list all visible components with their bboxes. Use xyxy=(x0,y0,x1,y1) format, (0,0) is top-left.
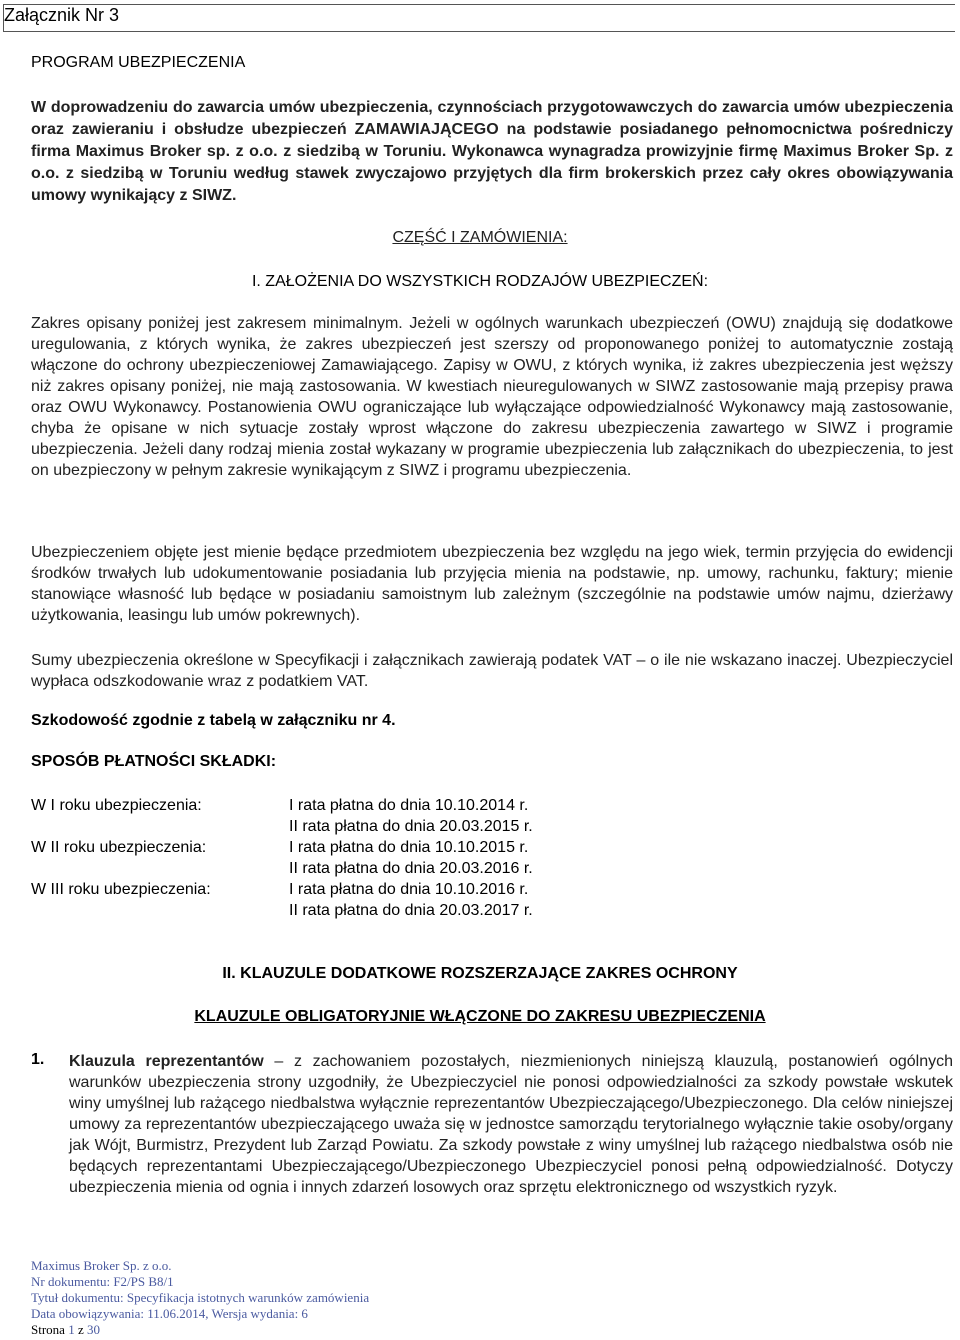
program-title: PROGRAM UBEZPIECZENIA xyxy=(31,54,246,71)
footer-page-number xyxy=(31,1322,369,1338)
footer-doc-title: Tytuł dokumentu: Specyfikacja istotnych warunków zamówienia xyxy=(31,1290,370,1305)
document-footer xyxy=(31,1258,369,1338)
clause-1-number: 1. xyxy=(31,1051,45,1068)
property-paragraph: Ubezpieczeniem objęte jest mienie będące przedmiotem ubezpieczenia bez względu na jego wiek, termin przyjęcia do ewidencji środków trwałych lub udokumentowanie posiadania lub przyjęcia mienia na podstawie, np. umowy, rachunku, faktury; mienie stanowiące własność lub będące w posiadaniu samoistnym lub zależnym (szczególnie na podstawie umów najmu, dzierżawy użytkowania, leasingu lub umów pokrewnych). xyxy=(31,544,953,624)
footer-validity: Data obowiązywania: 11.06.2014, Wersja wydania: 6 xyxy=(31,1306,308,1321)
footer-page-total: 30 xyxy=(86,1322,100,1337)
payment-year-3-label: W III roku ubezpieczenia: xyxy=(31,881,211,898)
payment-year-3-rate-1: I rata płatna do dnia 10.10.2016 r. xyxy=(289,881,529,898)
obligatory-clauses-heading: KLAUZULE OBLIGATORYJNIE WŁĄCZONE DO ZAKRESU UBEZPIECZENIA xyxy=(194,1008,766,1025)
clause-1-body xyxy=(69,1051,953,1198)
footer-page-sep: z xyxy=(74,1322,87,1337)
payment-year-2-rate-2: II rata płatna do dnia 20.03.2016 r. xyxy=(289,860,533,877)
footer-doc-number: Nr dokumentu: F2/PS B8/1 xyxy=(31,1274,174,1289)
annex-title: Załącznik Nr 3 xyxy=(4,5,120,25)
intro-paragraph: W doprowadzeniu do zawarcia umów ubezpieczenia, czynnościach przygotowawczych do zawarcia umów ubezpieczenia oraz zawieraniu i obsłudze ubezpieczeń ZAMAWIAJĄCEGO na podstawie posiadanego pełnomocnictwa pośredniczy firma Maximus Broker sp. z o.o. z siedzibą w Toruniu. Wykonawca wynagradza prowizyjnie firmę Maximus Broker Sp. z o.o. z siedzibą w Toruniu według stawek zwyczajowo przyjętych dla firm brokerskich przez cały okres obowiązywania umowy wynikający z SIWZ. xyxy=(31,99,953,204)
vat-paragraph: Sumy ubezpieczenia określone w Specyfikacji i załącznikach zawierają podatek VAT – o ile nie wskazano inaczej. Ubezpieczyciel wypłaca odszkodowanie wraz z podatkiem VAT. xyxy=(31,652,953,690)
payment-year-1-label: W I roku ubezpieczenia: xyxy=(31,797,202,814)
payment-year-2-rate-1: I rata płatna do dnia 10.10.2015 r. xyxy=(289,839,529,856)
annex-header-box xyxy=(3,4,955,32)
clause-1-text: – z zachowaniem pozostałych, niezmienionych niniejszą klauzulą, postanowień ogólnych warunków ubezpieczenia strony uzgodniły, że Ubezpieczyciel nie ponosi odpowiedzialności za szkody powstałe wskutek winy umyślnej lub rażącego niedbalstwa wyłącznie reprezentantów Ubezpieczającego/Ubezpieczonego. Dla celów niniejszej umowy za reprezentantów ubezpieczającego uważa się w jednostce samorządu terytorialnego wyłącznie takie osoby/organy jak Wójt, Burmistrz, Prezydent lub Zarząd Powiatu. Za szkody powstałe z winy umyślnej lub rażącego niedbalstwa osób nie będących reprezentantami Ubezpieczającego/Ubezpieczonego Ubezpieczyciel ponosi pełną odpowiedzialność. Dotyczy ubezpieczenia mienia od ognia i innych zdarzeń losowych oraz sprzętu elektronicznego od wszystkich ryzyk. xyxy=(69,1053,953,1196)
payment-year-1-rate-2: II rata płatna do dnia 20.03.2015 r. xyxy=(289,818,533,835)
footer-page-current: 1 xyxy=(68,1322,75,1337)
clause-1-title: Klauzula reprezentantów xyxy=(69,1053,264,1070)
assumptions-heading: I. ZAŁOŻENIA DO WSZYSTKICH RODZAJÓW UBEZPIECZEŃ: xyxy=(251,273,709,290)
payment-heading: SPOSÓB PŁATNOŚCI SKŁADKI: xyxy=(31,753,277,770)
payment-year-3-rate-2: II rata płatna do dnia 20.03.2017 r. xyxy=(289,902,533,919)
footer-page-prefix: Strona xyxy=(31,1322,69,1337)
scope-paragraph: Zakres opisany poniżej jest zakresem minimalnym. Jeżeli w ogólnych warunkach ubezpieczeń (OWU) znajdują się dodatkowe uregulowania, z których wynika, że zakres ubezpieczeń jest szerszy od proponowanego poniżej to automatycznie zostają włączone do ochrony ubezpieczeniowej Zamawiającego. Zapisy w OWU, z których wynika, iż zakres ubezpieczenia jest węższy niż zakres opisany poniżej, nie mają zastosowania. W kwestiach nieuregulowanych w SIWZ zastosowanie mają przepisy prawa oraz OWU Wykonawcy. Postanowienia OWU ograniczające lub wyłączające odpowiedzialność Wykonawcy mają zastosowanie, chyba że opisane w nich sytuacje zostały wprost włączone do zakresu ubezpieczenia zawartego w SIWZ i programie ubezpieczenia. Jeżeli dany rodzaj mienia został wykazany w programie ubezpieczenia lub załącznikach do ubezpieczenia, to jest on ubezpieczony w pełnym zakresie wynikającym z SIWZ i programu ubezpieczenia. xyxy=(31,315,953,479)
footer-company: Maximus Broker Sp. z o.o. xyxy=(31,1258,172,1273)
part1-heading: CZĘŚĆ I ZAMÓWIENIA: xyxy=(392,229,568,246)
payment-year-2-label: W II roku ubezpieczenia: xyxy=(31,839,207,856)
clauses-heading: II. KLAUZULE DODATKOWE ROZSZERZAJĄCE ZAKRES OCHRONY xyxy=(222,965,738,982)
damage-note: Szkodowość zgodnie z tabelą w załączniku nr 4. xyxy=(31,712,396,729)
payment-year-1-rate-1: I rata płatna do dnia 10.10.2014 r. xyxy=(289,797,529,814)
